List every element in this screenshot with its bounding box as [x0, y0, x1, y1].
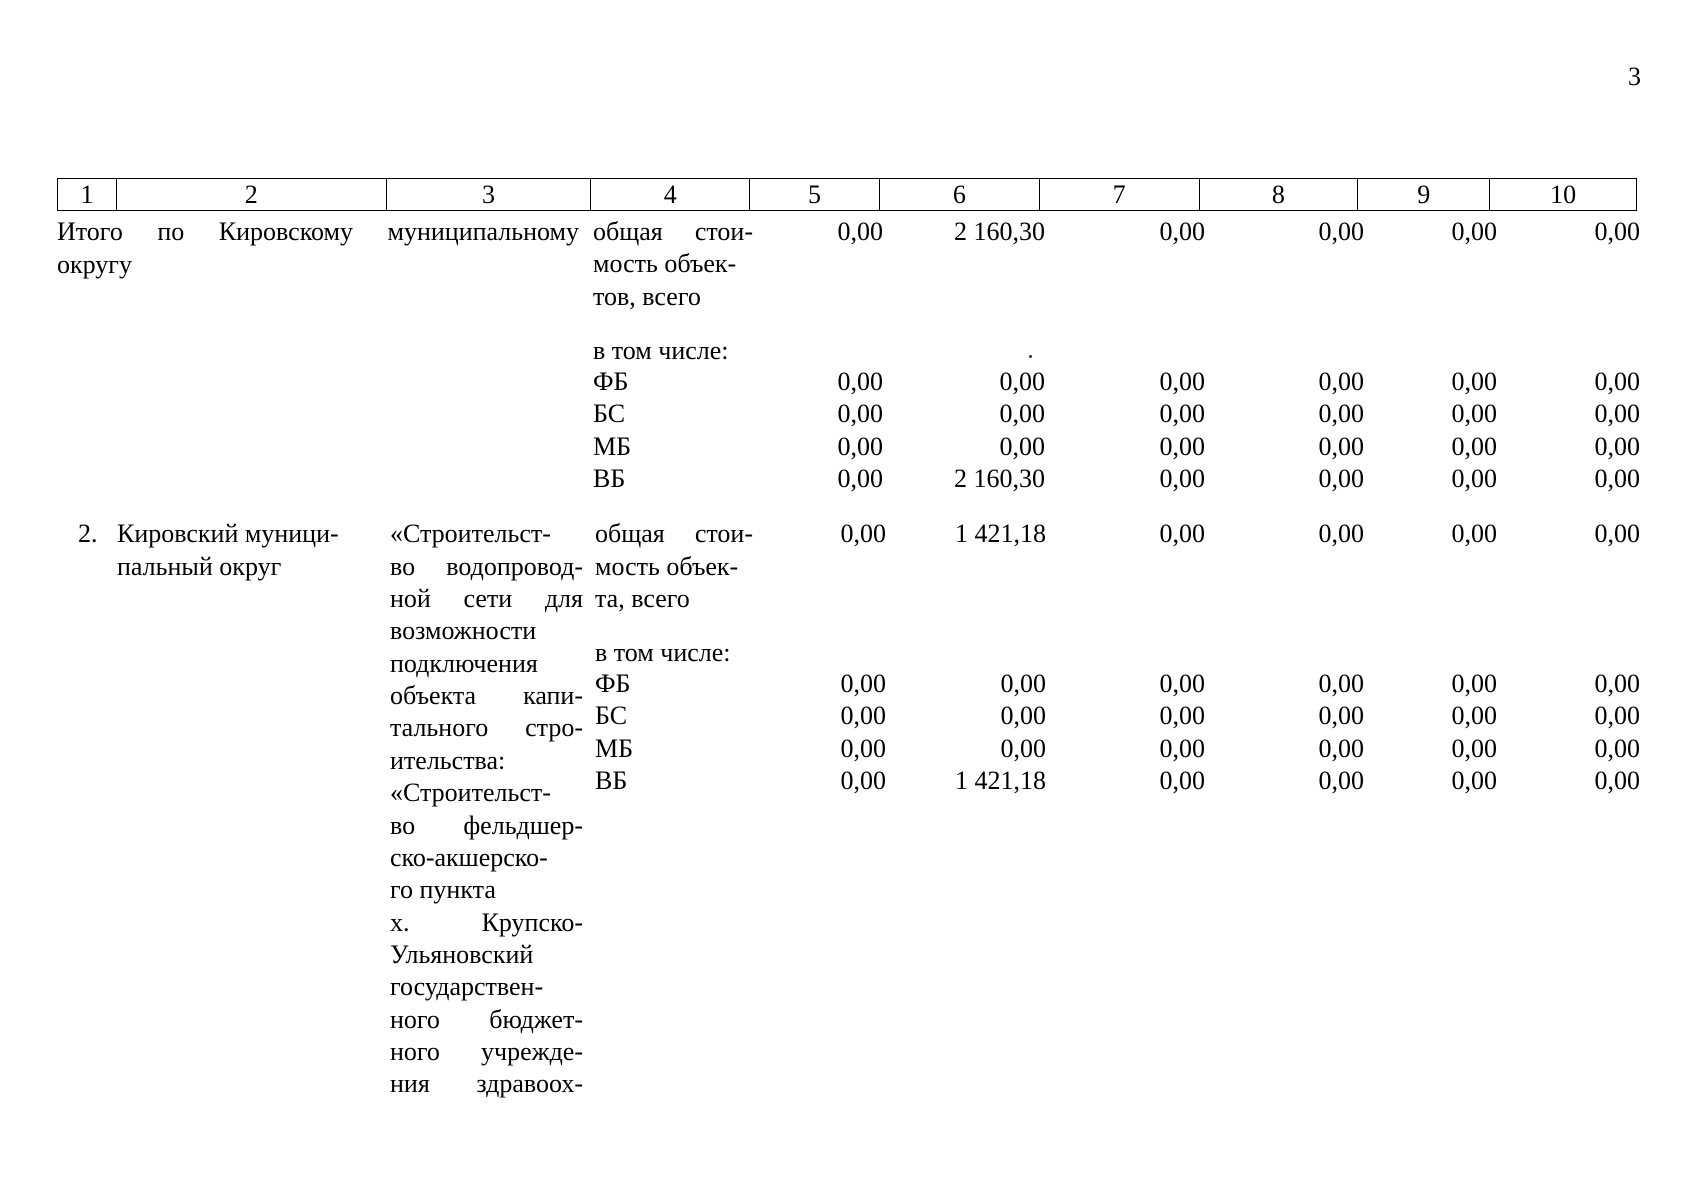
row-label: ФБ	[593, 367, 629, 396]
value-cell: 0,00	[1159, 766, 1205, 795]
row-label: БС	[593, 399, 626, 428]
object-line: ной сети для	[390, 584, 583, 613]
value-cell: 1 421,18	[955, 766, 1046, 795]
value-cell: 0,00	[1000, 669, 1046, 698]
header-col-7: 7	[1040, 179, 1200, 210]
value-cell: 0,00	[1159, 399, 1205, 428]
table-header-row	[57, 178, 1637, 211]
page-number: 3	[1628, 62, 1641, 91]
value-cell: 0,00	[1318, 367, 1364, 396]
value-cell: 0,00	[840, 669, 886, 698]
value-cell: 0,00	[1451, 399, 1497, 428]
total-label-line: та, всего	[595, 584, 690, 613]
value-cell: 0,00	[1451, 217, 1497, 246]
header-col-5: 5	[750, 179, 880, 210]
header-col-2: 2	[117, 179, 387, 210]
object-line: ния здравоох-	[390, 1069, 583, 1098]
total-label-line: мость объек-	[595, 552, 739, 581]
section-title: Итого по Кировскому муниципальному	[57, 217, 579, 246]
value-cell: 0,00	[837, 464, 883, 493]
value-cell: 0,00	[837, 432, 883, 461]
total-label-line: общая стои-	[593, 217, 753, 246]
total-label-line: тов, всего	[593, 282, 701, 311]
row-label: ВБ	[593, 464, 626, 493]
incl-label: в том числе:	[593, 336, 729, 365]
header-col-6: 6	[880, 179, 1040, 210]
value-cell: 0,00	[1159, 217, 1205, 246]
object-line: ного бюджет-	[390, 1005, 583, 1034]
value-cell: 2 160,30	[954, 464, 1045, 493]
value-cell: 0,00	[1159, 669, 1205, 698]
value-cell: 0,00	[1318, 669, 1364, 698]
object-line: ного учрежде-	[390, 1037, 583, 1066]
incl-label: в том числе:	[595, 638, 731, 667]
object-line: «Строительст-	[390, 778, 551, 807]
value-cell: 0,00	[1594, 217, 1640, 246]
value-cell: 0,00	[837, 367, 883, 396]
value-cell: 0,00	[1451, 701, 1497, 730]
value-cell: 0,00	[1159, 734, 1205, 763]
object-line: возможности	[390, 616, 537, 645]
total-label-line: мость объек-	[593, 249, 737, 278]
value-cell: 0,00	[1318, 519, 1364, 548]
value-cell: 0,00	[1451, 669, 1497, 698]
header-col-4: 4	[591, 179, 750, 210]
value-cell: 0,00	[999, 367, 1045, 396]
header-col-1: 1	[58, 179, 117, 210]
object-line: «Строительст-	[390, 519, 551, 548]
value-cell: 0,00	[1159, 519, 1205, 548]
value-cell: 0,00	[1318, 734, 1364, 763]
value-cell: 0,00	[1451, 367, 1497, 396]
object-line: государствен-	[390, 972, 544, 1001]
value-cell: 0,00	[1594, 701, 1640, 730]
value-cell: 0,00	[1159, 367, 1205, 396]
value-cell: 0,00	[1159, 464, 1205, 493]
value-cell: 0,00	[1318, 217, 1364, 246]
value-cell: 0,00	[1318, 399, 1364, 428]
value-cell: 0,00	[840, 734, 886, 763]
value-cell: 0,00	[1159, 432, 1205, 461]
object-line: во водопровод-	[390, 552, 583, 581]
object-line: ительства:	[390, 746, 506, 775]
value-cell: 0,00	[1594, 519, 1640, 548]
value-cell: 0,00	[1318, 464, 1364, 493]
object-line: тального стро-	[390, 713, 583, 742]
value-cell: 0,00	[999, 432, 1045, 461]
value-cell: 0,00	[1594, 432, 1640, 461]
header-col-8: 8	[1200, 179, 1359, 210]
value-cell: 0,00	[1594, 734, 1640, 763]
value-cell: 0,00	[1451, 734, 1497, 763]
value-cell: 0,00	[1594, 766, 1640, 795]
row-label: ВБ	[595, 766, 628, 795]
municipality-line: пальный округ	[117, 552, 282, 581]
row-label: БС	[595, 701, 628, 730]
value-cell: 0,00	[837, 399, 883, 428]
speck	[1029, 355, 1032, 358]
object-line: ско-акшерско-	[390, 843, 548, 872]
value-cell: 0,00	[1594, 464, 1640, 493]
municipality-line: Кировский муници-	[117, 519, 339, 548]
value-cell: 0,00	[840, 519, 886, 548]
value-cell: 0,00	[1000, 734, 1046, 763]
header-col-9: 9	[1358, 179, 1490, 210]
row-label: МБ	[595, 734, 634, 763]
value-cell: 0,00	[840, 701, 886, 730]
value-cell: 0,00	[1318, 766, 1364, 795]
value-cell: 0,00	[1000, 701, 1046, 730]
row-label: ФБ	[595, 669, 631, 698]
object-line: х. Крупско-	[390, 908, 583, 937]
value-cell: 2 160,30	[954, 217, 1045, 246]
value-cell: 0,00	[1451, 519, 1497, 548]
section-title-line2: округу	[57, 250, 132, 279]
value-cell: 0,00	[1159, 701, 1205, 730]
object-line: Ульяновский	[390, 940, 534, 969]
value-cell: 0,00	[1318, 432, 1364, 461]
object-line: подключения	[390, 649, 538, 678]
value-cell: 1 421,18	[955, 519, 1046, 548]
object-line: объекта капи-	[390, 681, 583, 710]
value-cell: 0,00	[837, 217, 883, 246]
row-label: МБ	[593, 432, 632, 461]
object-line: го пункта	[390, 875, 496, 904]
total-label-line: общая стои-	[595, 519, 753, 548]
value-cell: 0,00	[1594, 367, 1640, 396]
object-line: во фельдшер-	[390, 811, 583, 840]
value-cell: 0,00	[1318, 701, 1364, 730]
value-cell: 0,00	[1451, 432, 1497, 461]
value-cell: 0,00	[1594, 399, 1640, 428]
value-cell: 0,00	[1451, 766, 1497, 795]
item-number: 2.	[78, 519, 98, 548]
header-col-3: 3	[387, 179, 592, 210]
value-cell: 0,00	[1594, 669, 1640, 698]
value-cell: 0,00	[840, 766, 886, 795]
value-cell: 0,00	[1451, 464, 1497, 493]
header-col-10: 10	[1550, 180, 1577, 209]
value-cell: 0,00	[999, 399, 1045, 428]
